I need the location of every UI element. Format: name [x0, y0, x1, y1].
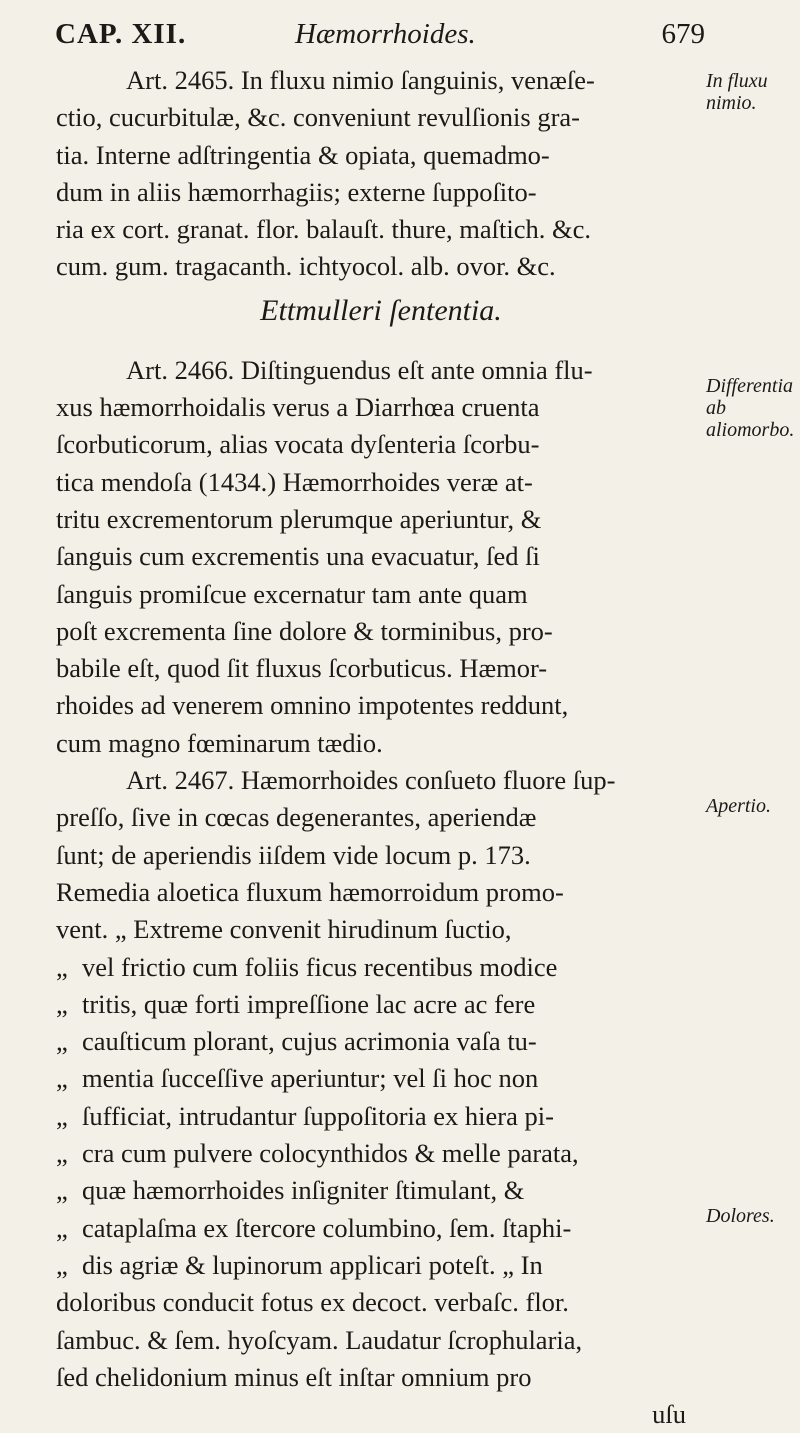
text-line: tritu excrementorum plerumque aperiuntur, & — [56, 503, 542, 534]
margin-note: Differentia ab aliomorbo. — [706, 375, 795, 441]
text-line: ſunt; de aperiendis iiſdem vide locum p. 173. — [56, 839, 531, 870]
chapter-number: CAP. XII. — [55, 18, 187, 50]
quoted-line — [56, 1172, 706, 1209]
article-2466 — [56, 352, 706, 762]
text-line: doloribus conducit fotus ex decoct. verbaſc. flor. — [56, 1287, 569, 1318]
quoted-line — [56, 1060, 706, 1097]
text-line: tia. Interne adſtringentia & opiata, quemadmo- — [56, 139, 550, 170]
text-line: dis agriæ & lupinorum applicari poteſt. „ In — [82, 1249, 543, 1280]
text-line: quæ hæmorrhoides inſigniter ſtimulant, & — [82, 1175, 525, 1206]
quote-mark: „ — [56, 1138, 68, 1169]
text-line: cauſticum plorant, cujus acrimonia vaſa tu- — [82, 1026, 537, 1057]
text-line: ſed chelidonium minus eſt inſtar omnium pro — [56, 1361, 532, 1392]
quote-mark: „ — [56, 1249, 68, 1280]
quote-mark: „ — [56, 988, 68, 1019]
text-line: vent. „ Extreme convenit hirudinum ſuctio, — [56, 914, 512, 945]
text-line: cum magno fœminarum tædio. — [56, 727, 383, 758]
text-line: xus hæmorrhoidalis verus a Diarrhœa cruenta — [56, 392, 540, 423]
running-header — [55, 18, 745, 68]
quoted-line — [56, 1023, 706, 1060]
text-line: rhoides ad venerem omnino impotentes reddunt, — [56, 690, 569, 721]
margin-note: Apertio. — [706, 795, 771, 817]
quote-mark: „ — [56, 951, 68, 982]
text-line: cum. gum. tragacanth. ichtyocol. alb. ovor. &c. — [56, 251, 556, 282]
quoted-line — [56, 1135, 706, 1172]
text-line: ſanguis promiſcue excernatur tam ante quam — [56, 578, 528, 609]
quoted-line — [56, 1247, 706, 1284]
quote-mark: „ — [56, 1100, 68, 1131]
text-line: mentia ſucceſſive aperiuntur; vel ſi hoc non — [82, 1063, 539, 1094]
text-line: ctio, cucurbitulæ, &c. conveniunt revulſionis gra- — [56, 102, 580, 133]
text-line: ſufficiat, intrudantur ſuppoſitoria ex hiera pi- — [82, 1100, 554, 1131]
text-line: ria ex cort. granat. flor. balauſt. thure, maſtich. &c. — [56, 214, 591, 245]
text-line: Art. 2465. In fluxu nimio ſanguinis, venæſe- — [126, 65, 595, 95]
quote-mark: „ — [56, 1026, 68, 1057]
text-line: Art. 2467. Hæmorrhoides conſueto fluore ſup- — [126, 765, 616, 796]
text-line: ſanguis cum excrementis una evacuatur, ſed ſi — [56, 541, 540, 572]
text-line: ſcorbuticorum, alias vocata dyſenteria ſcorbu- — [56, 429, 540, 460]
quoted-line — [56, 986, 706, 1023]
text-line: poſt excrementa ſine dolore & torminibus, pro- — [56, 615, 553, 646]
text-line: preſſo, ſive in cœcas degenerantes, aperiendæ — [56, 802, 537, 833]
text-line: ſambuc. & ſem. hyoſcyam. Laudatur ſcrophularia, — [56, 1324, 583, 1355]
catchword: uſu — [652, 1399, 686, 1430]
quote-mark: „ — [56, 1063, 68, 1094]
quoted-line — [56, 1210, 706, 1247]
text-line: tica mendoſa (1434.) Hæmorrhoides veræ at- — [56, 466, 533, 497]
page-number: 679 — [661, 18, 705, 50]
text-line: Art. 2466. Diſtinguendus eſt ante omnia flu- — [126, 354, 593, 385]
running-title: Hæmorrhoides. — [295, 18, 476, 50]
quoted-line — [56, 1098, 706, 1135]
text-line: babile eſt, quod ſit fluxus ſcorbuticus. Hæmor- — [56, 653, 548, 684]
text-line: vel frictio cum foliis ficus recentibus modice — [82, 951, 558, 982]
quote-mark: „ — [56, 1175, 68, 1206]
article-2467 — [56, 762, 706, 1433]
quoted-line — [56, 949, 706, 986]
article-2465 — [56, 62, 706, 286]
text-line: cataplaſma ex ſtercore columbino, ſem. ſtaphi- — [82, 1212, 572, 1243]
page-body — [56, 62, 706, 1433]
text-line: tritis, quæ forti impreſſione lac acre ac fere — [82, 988, 536, 1019]
text-line: dum in aliis hæmorrhagiis; externe ſuppoſito- — [56, 176, 537, 207]
margin-note: In fluxu nimio. — [706, 70, 768, 114]
quote-mark: „ — [56, 1212, 68, 1243]
text-line: cra cum pulvere colocynthidos & melle parata, — [82, 1138, 579, 1169]
section-title: Ettmulleri ſententia. — [260, 293, 502, 327]
text-line: Remedia aloetica fluxum hæmorroidum promo- — [56, 876, 564, 907]
margin-note: Dolores. — [706, 1205, 775, 1227]
